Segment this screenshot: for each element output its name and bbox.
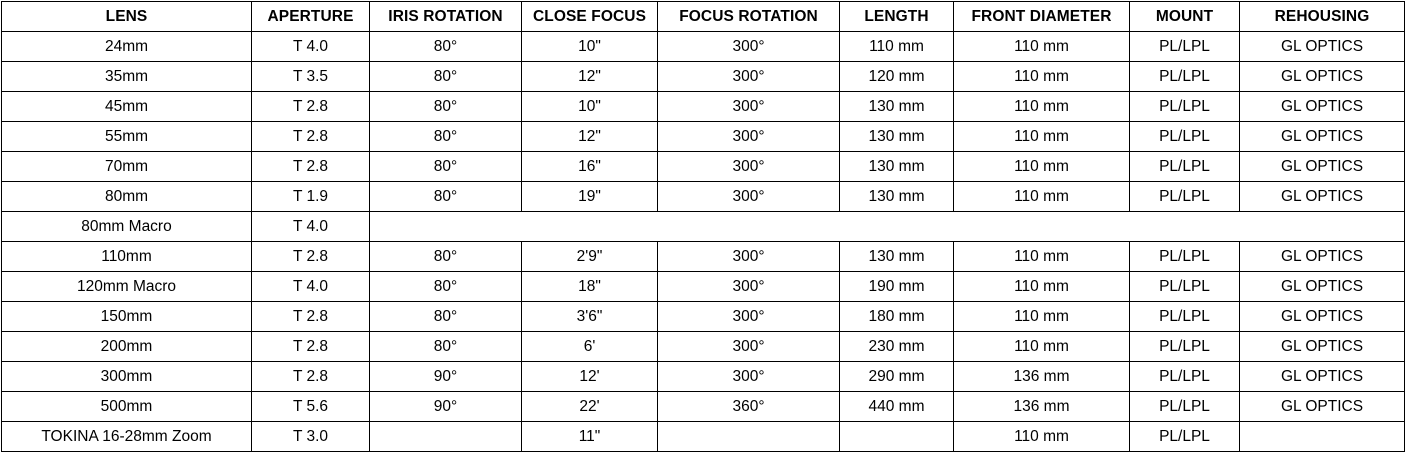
column-header-mount: MOUNT <box>1130 2 1240 32</box>
column-header-rehousing: REHOUSING <box>1240 2 1405 32</box>
cell-length: 130 mm <box>840 92 954 122</box>
cell-aperture: T 2.8 <box>252 362 370 392</box>
table-row <box>2 272 1405 302</box>
table-row <box>2 392 1405 422</box>
cell-focus-rotation: 300° <box>658 152 840 182</box>
cell-rehousing: GL OPTICS <box>1240 182 1405 212</box>
cell-rehousing: GL OPTICS <box>1240 392 1405 422</box>
cell-front-diameter: 110 mm <box>954 332 1130 362</box>
cell-lens: 200mm <box>2 332 252 362</box>
cell-length: 130 mm <box>840 122 954 152</box>
cell-iris-rotation: 80° <box>370 332 522 362</box>
cell-length: 110 mm <box>840 32 954 62</box>
cell-mount: PL/LPL <box>1130 242 1240 272</box>
cell-focus-rotation: 300° <box>658 92 840 122</box>
cell-front-diameter: 110 mm <box>954 242 1130 272</box>
cell-lens: 80mm Macro <box>2 212 252 242</box>
cell-front-diameter: 110 mm <box>954 182 1130 212</box>
cell-close-focus: 12" <box>522 62 658 92</box>
cell-focus-rotation: 300° <box>658 332 840 362</box>
cell-aperture: T 2.8 <box>252 302 370 332</box>
cell-rehousing <box>1240 422 1405 452</box>
cell-focus-rotation: 300° <box>658 302 840 332</box>
cell-mount: PL/LPL <box>1130 422 1240 452</box>
cell-length <box>840 422 954 452</box>
cell-close-focus: 3'6" <box>522 302 658 332</box>
cell-mount: PL/LPL <box>1130 332 1240 362</box>
cell-focus-rotation: 300° <box>658 182 840 212</box>
cell-close-focus: 6' <box>522 332 658 362</box>
column-header-lens: LENS <box>2 2 252 32</box>
cell-iris-rotation: 80° <box>370 122 522 152</box>
table-body <box>2 32 1405 452</box>
cell-lens: 500mm <box>2 392 252 422</box>
cell-length: 180 mm <box>840 302 954 332</box>
column-header-iris-rotation: IRIS ROTATION <box>370 2 522 32</box>
cell-iris-rotation: 90° <box>370 362 522 392</box>
cell-aperture: T 2.8 <box>252 122 370 152</box>
cell-rehousing: GL OPTICS <box>1240 272 1405 302</box>
cell-rehousing: GL OPTICS <box>1240 152 1405 182</box>
cell-iris-rotation: 80° <box>370 272 522 302</box>
cell-iris-rotation: 90° <box>370 392 522 422</box>
cell-rehousing: GL OPTICS <box>1240 122 1405 152</box>
table-row <box>2 422 1405 452</box>
cell-rehousing: GL OPTICS <box>1240 242 1405 272</box>
cell-close-focus: 12" <box>522 122 658 152</box>
cell-mount: PL/LPL <box>1130 392 1240 422</box>
cell-length: 230 mm <box>840 332 954 362</box>
table-row <box>2 242 1405 272</box>
cell-focus-rotation: 300° <box>658 62 840 92</box>
table-row <box>2 92 1405 122</box>
cell-mount: PL/LPL <box>1130 32 1240 62</box>
cell-aperture: T 1.9 <box>252 182 370 212</box>
cell-close-focus: 18" <box>522 272 658 302</box>
cell-close-focus: 16" <box>522 152 658 182</box>
cell-front-diameter: 110 mm <box>954 92 1130 122</box>
cell-rehousing: GL OPTICS <box>1240 32 1405 62</box>
cell-focus-rotation: 300° <box>658 242 840 272</box>
column-header-front-diameter: FRONT DIAMETER <box>954 2 1130 32</box>
cell-aperture: T 3.5 <box>252 62 370 92</box>
cell-lens: 120mm Macro <box>2 272 252 302</box>
lens-specification-table-container <box>0 1 1405 463</box>
cell-lens: 70mm <box>2 152 252 182</box>
cell-close-focus: 11" <box>522 422 658 452</box>
column-header-focus-rotation: FOCUS ROTATION <box>658 2 840 32</box>
cell-focus-rotation: 300° <box>658 32 840 62</box>
cell-lens: 80mm <box>2 182 252 212</box>
cell-lens: 24mm <box>2 32 252 62</box>
cell-lens: 150mm <box>2 302 252 332</box>
cell-close-focus: 10" <box>522 32 658 62</box>
cell-iris-rotation: 80° <box>370 32 522 62</box>
cell-aperture: T 4.0 <box>252 212 370 242</box>
cell-lens: 110mm <box>2 242 252 272</box>
cell-close-focus: 19" <box>522 182 658 212</box>
cell-iris-rotation: 80° <box>370 152 522 182</box>
cell-lens: TOKINA 16-28mm Zoom <box>2 422 252 452</box>
cell-mount: PL/LPL <box>1130 122 1240 152</box>
cell-length: 130 mm <box>840 182 954 212</box>
column-header-aperture: APERTURE <box>252 2 370 32</box>
cell-front-diameter: 110 mm <box>954 272 1130 302</box>
cell-length: 130 mm <box>840 242 954 272</box>
cell-mount: PL/LPL <box>1130 272 1240 302</box>
cell-aperture: T 2.8 <box>252 92 370 122</box>
table-row <box>2 32 1405 62</box>
column-header-close-focus: CLOSE FOCUS <box>522 2 658 32</box>
cell-front-diameter: 110 mm <box>954 62 1130 92</box>
cell-front-diameter: 110 mm <box>954 152 1130 182</box>
cell-aperture: T 3.0 <box>252 422 370 452</box>
cell-front-diameter: 110 mm <box>954 422 1130 452</box>
cell-empty-span <box>370 212 1405 242</box>
cell-focus-rotation: 300° <box>658 272 840 302</box>
cell-aperture: T 2.8 <box>252 242 370 272</box>
table-row <box>2 62 1405 92</box>
cell-mount: PL/LPL <box>1130 152 1240 182</box>
cell-front-diameter: 110 mm <box>954 302 1130 332</box>
cell-mount: PL/LPL <box>1130 182 1240 212</box>
cell-mount: PL/LPL <box>1130 92 1240 122</box>
cell-length: 190 mm <box>840 272 954 302</box>
cell-length: 130 mm <box>840 152 954 182</box>
cell-front-diameter: 136 mm <box>954 392 1130 422</box>
cell-focus-rotation: 360° <box>658 392 840 422</box>
cell-length: 290 mm <box>840 362 954 392</box>
table-header-row <box>2 2 1405 32</box>
table-row <box>2 122 1405 152</box>
cell-mount: PL/LPL <box>1130 302 1240 332</box>
cell-aperture: T 5.6 <box>252 392 370 422</box>
column-header-length: LENGTH <box>840 2 954 32</box>
cell-mount: PL/LPL <box>1130 62 1240 92</box>
cell-rehousing: GL OPTICS <box>1240 92 1405 122</box>
lens-specification-table <box>1 1 1405 452</box>
cell-iris-rotation: 80° <box>370 242 522 272</box>
cell-close-focus: 2'9" <box>522 242 658 272</box>
cell-iris-rotation: 80° <box>370 62 522 92</box>
cell-close-focus: 22' <box>522 392 658 422</box>
cell-focus-rotation: 300° <box>658 122 840 152</box>
cell-lens: 55mm <box>2 122 252 152</box>
cell-close-focus: 12' <box>522 362 658 392</box>
cell-iris-rotation: 80° <box>370 182 522 212</box>
cell-front-diameter: 110 mm <box>954 122 1130 152</box>
cell-lens: 45mm <box>2 92 252 122</box>
cell-rehousing: GL OPTICS <box>1240 362 1405 392</box>
table-header <box>2 2 1405 32</box>
table-row <box>2 212 1405 242</box>
cell-aperture: T 4.0 <box>252 272 370 302</box>
table-row <box>2 362 1405 392</box>
cell-lens: 35mm <box>2 62 252 92</box>
table-row <box>2 152 1405 182</box>
cell-iris-rotation: 80° <box>370 92 522 122</box>
table-row <box>2 302 1405 332</box>
table-row <box>2 332 1405 362</box>
cell-rehousing: GL OPTICS <box>1240 332 1405 362</box>
cell-focus-rotation <box>658 422 840 452</box>
cell-length: 120 mm <box>840 62 954 92</box>
cell-aperture: T 2.8 <box>252 152 370 182</box>
cell-aperture: T 4.0 <box>252 32 370 62</box>
cell-iris-rotation: 80° <box>370 302 522 332</box>
cell-aperture: T 2.8 <box>252 332 370 362</box>
cell-iris-rotation <box>370 422 522 452</box>
cell-mount: PL/LPL <box>1130 362 1240 392</box>
cell-length: 440 mm <box>840 392 954 422</box>
cell-focus-rotation: 300° <box>658 362 840 392</box>
table-row <box>2 182 1405 212</box>
cell-front-diameter: 136 mm <box>954 362 1130 392</box>
cell-rehousing: GL OPTICS <box>1240 302 1405 332</box>
cell-lens: 300mm <box>2 362 252 392</box>
cell-rehousing: GL OPTICS <box>1240 62 1405 92</box>
cell-close-focus: 10" <box>522 92 658 122</box>
cell-front-diameter: 110 mm <box>954 32 1130 62</box>
